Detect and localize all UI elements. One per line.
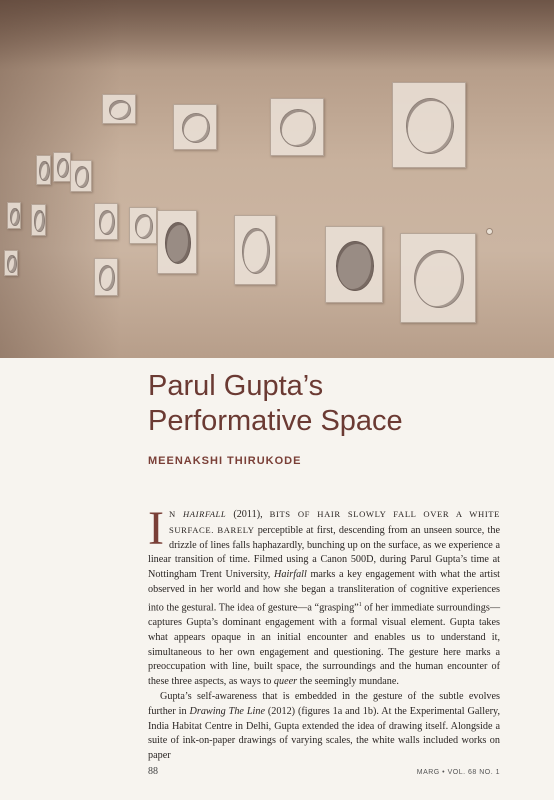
wall-drawing (70, 160, 92, 192)
wall-drawing (94, 258, 118, 296)
wall-drawing (157, 210, 197, 274)
emphasis-queer: queer (273, 676, 298, 688)
page-number: 88 (148, 766, 158, 777)
wall-drawing (102, 94, 136, 124)
paragraph-1: IN HAIRFALL (2011), BITS OF HAIR SLOWLY FALL OVER A WHITE SURFACE. BARELY perceptible at first, descending from an unseen source, the drizzle of lines falls haphazardly, bunching up on the surface, as we experience a linear transition of time. Filmed using a Canon 500D, during Parul Gupta’s time at Nottingham Trent University, Hairfall marks a key engagement with what the artist observed in her world and how she began a transliteration of cognitive experiences into the gestural. The idea of gesture—a “grasping”$^1$ of her immediate surroundings—captures Gupta’s dominant engagement with a formal visual element. Gupta takes what appears opaque in an initial encounter and enables us to understand it, simultaneous to her own engagement and questioning. The gesture here marks a preoccupation with line, built space, the surroundings and the human encounter of these three aspects, as ways to queer the seemingly mundane. (148, 502, 501, 688)
article-body (148, 502, 501, 764)
footnote-marker: 1 (358, 601, 362, 608)
work-title: Drawing The Line (189, 705, 265, 717)
wall-drawing (400, 233, 476, 323)
article-title-line-1: Parul Gupta’s (148, 370, 324, 402)
wall-fixture (486, 228, 493, 235)
author-byline: MEENAKSHI THIRUKODE (148, 455, 302, 467)
gallery-installation-photo (0, 0, 554, 358)
wall-drawing (4, 250, 18, 276)
article-title (148, 369, 403, 439)
wall-drawing (325, 226, 383, 303)
wall-drawing (270, 98, 324, 156)
lead-in-text-2: BITS OF HAIR SLOWLY FALL OVER A WHITE SURFACE. BARELY (168, 509, 500, 535)
wall-drawing (234, 215, 276, 285)
wall-drawing (36, 155, 51, 185)
wall-drawing (129, 207, 157, 244)
lead-in-text: N (168, 509, 183, 519)
work-title: Hairfall (274, 569, 307, 581)
lead-in-year: (2011), (226, 509, 270, 520)
drop-cap: I (148, 502, 164, 555)
wall-drawing (173, 104, 217, 150)
wall-drawing (94, 203, 118, 240)
wall-drawing (7, 202, 21, 229)
wall-drawing (392, 82, 466, 168)
wall-drawing (53, 152, 71, 182)
article-title-line-2: Performative Space (148, 405, 403, 437)
running-footer: MARG • VOL. 68 NO. 1 (416, 769, 500, 776)
paragraph-2: Gupta’s self-awareness that is embedded in the gesture of the subtle evolves further in Drawing The Line (2012) (figures 1a and 1b). At the Experimental Gallery, India Habitat Centre in Delhi, Gupta extended the idea of drawing itself. Alongside a suite of ink-on-paper drawings of varying scales, the white walls included works on paper (148, 690, 500, 762)
wall-drawing (31, 204, 46, 236)
lead-in-title: HAIRFALL (183, 509, 227, 519)
